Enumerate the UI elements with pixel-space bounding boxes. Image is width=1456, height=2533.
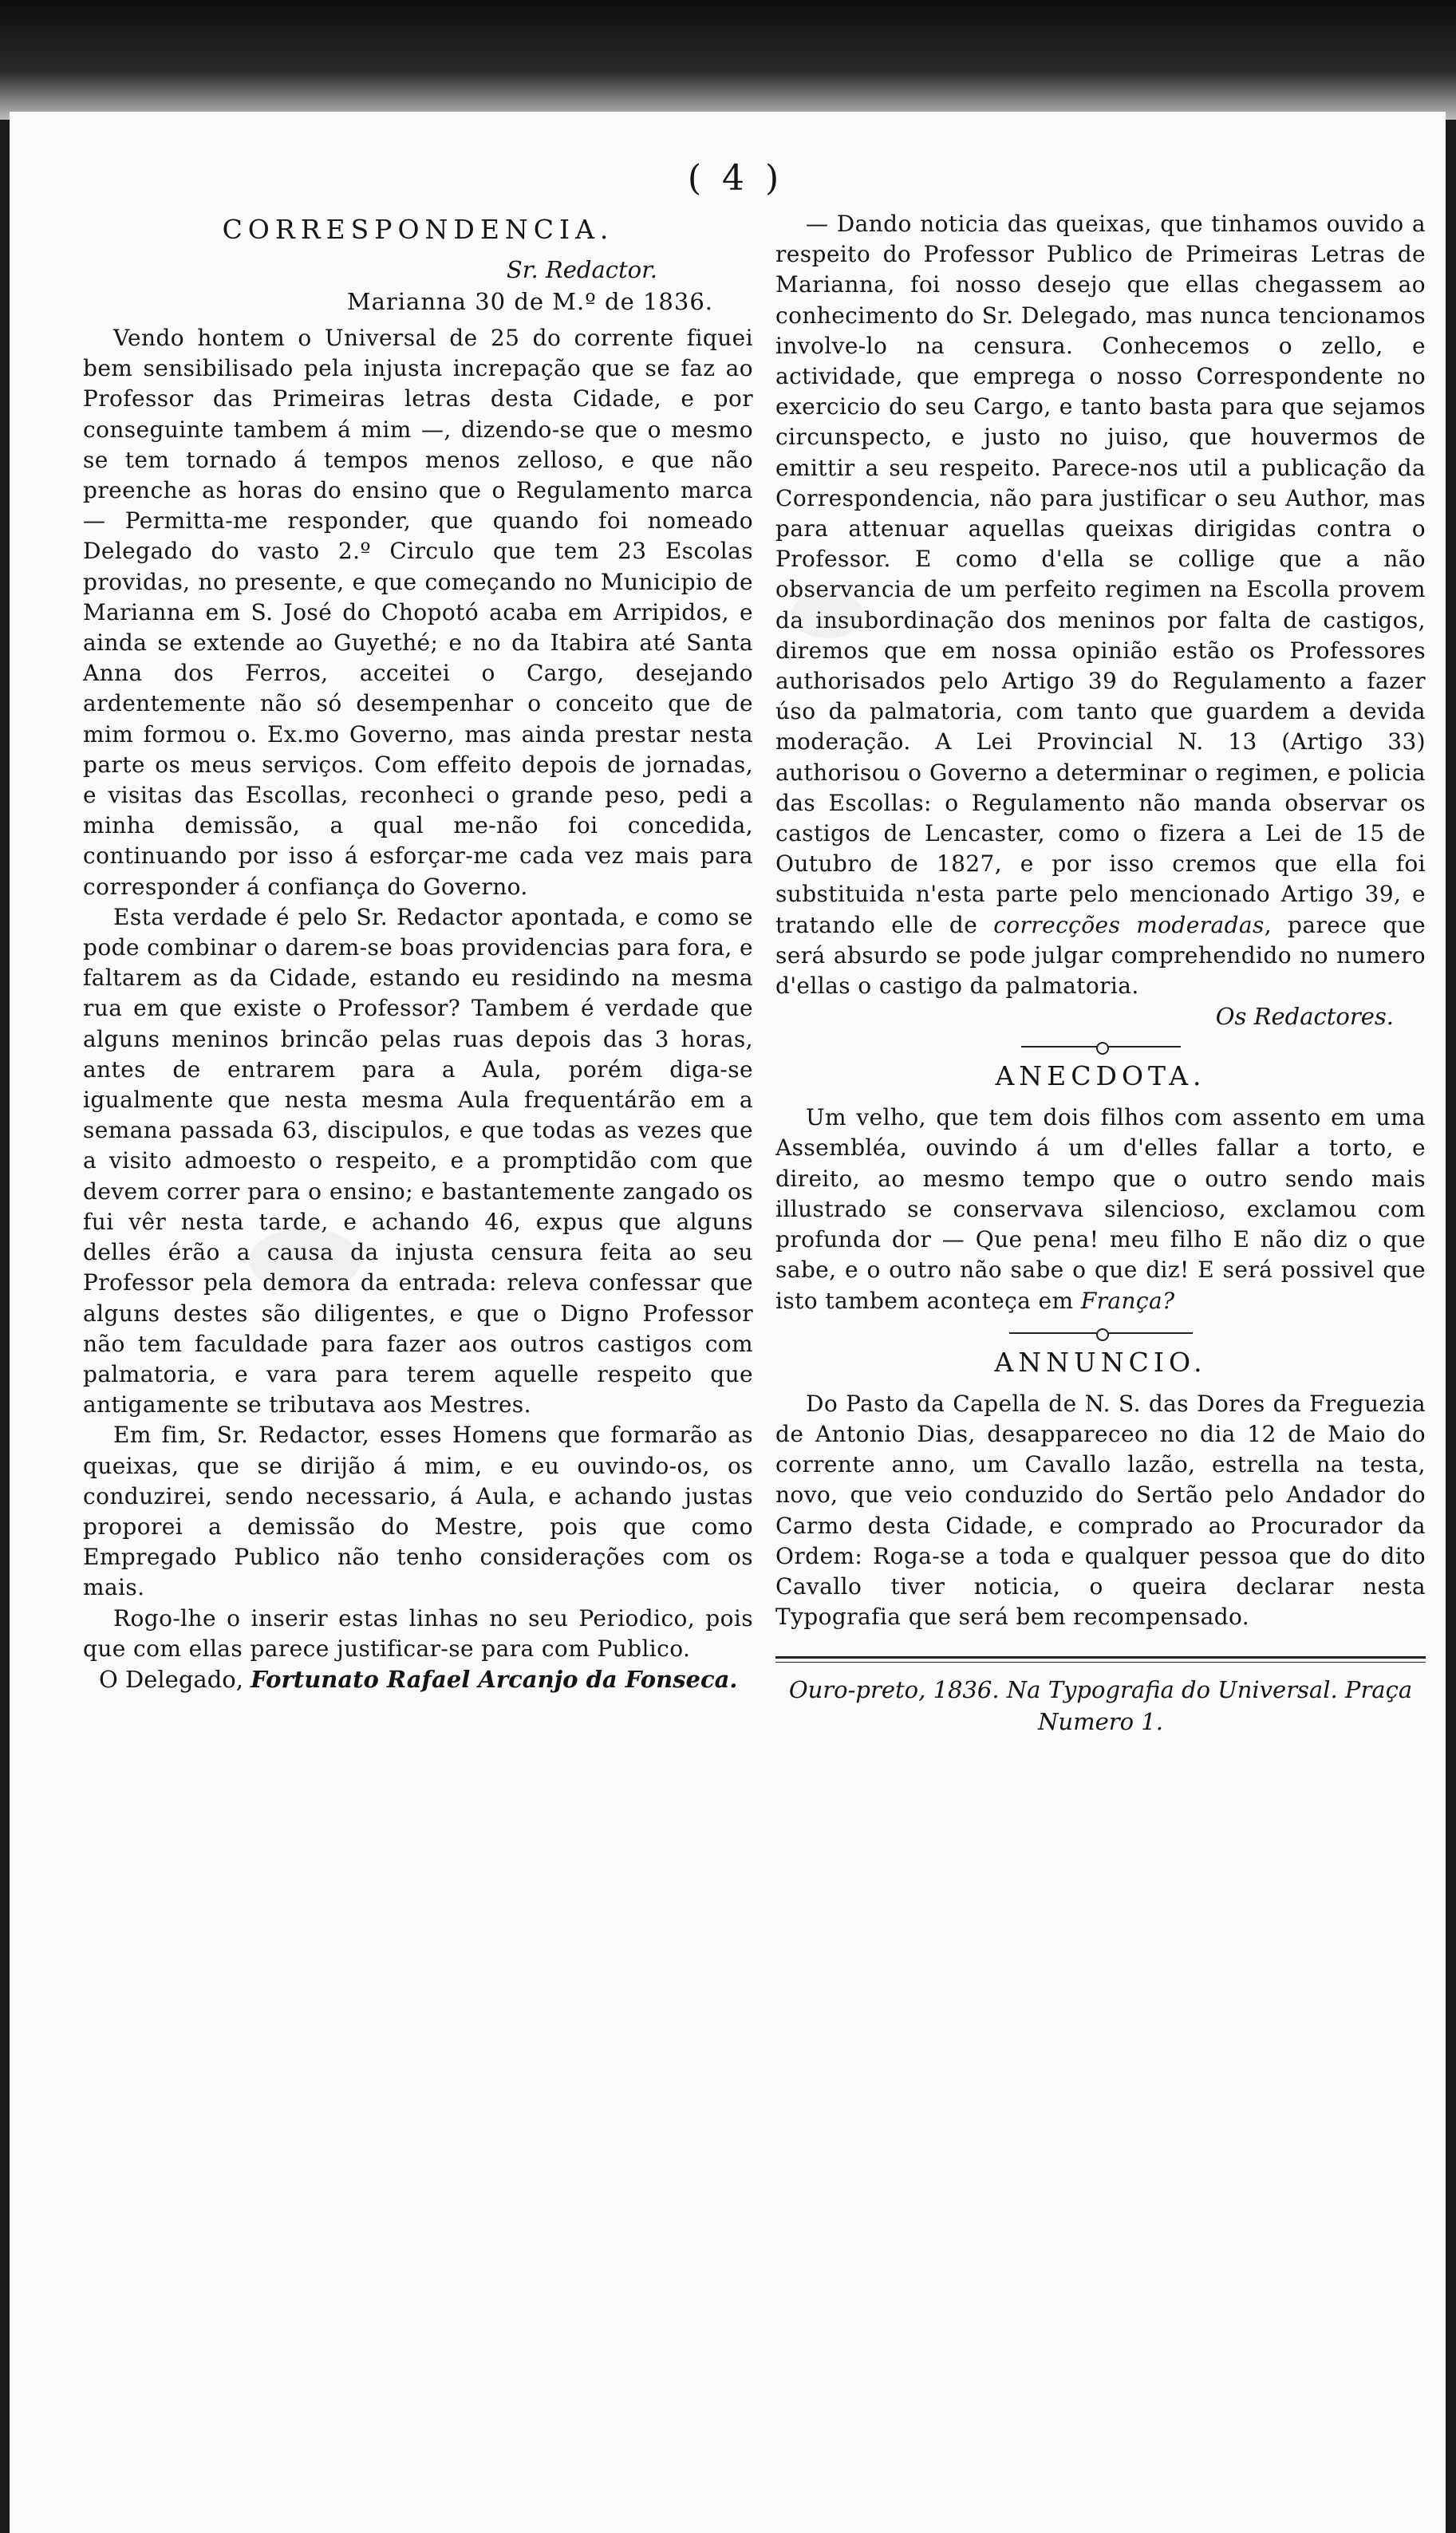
correspondencia-title: CORRESPONDENCIA. — [222, 214, 614, 245]
anecdota-text — [775, 1103, 1426, 1316]
section-divider — [1009, 1332, 1193, 1334]
letter-paragraph: Em fim, Sr. Redactor, esses Homens que formarão as queixas, que se dirijão á mim, e eu ouvindo-os, os conduzirei, sendo necessario, á Aula, e achando justas proporei a demissão do Mestre, pois que como Empregado Publico não tenho considerações com os mais. — [83, 1422, 753, 1601]
right-column — [775, 209, 1426, 1738]
reply-text: — Dando noticia das queixas, que tinhamos ouvido a respeito do Professor Publico de Primeiras Letras de Marianna, foi nosso desejo que ellas chegassem ao conhecimento do Sr. Delegado, mas nunca tencionamos involve-lo na censura. Conhecemos o zello, e actividade, que emprega o nosso Correspondente no exercicio do seu Cargo, e tanto basta para que sejamos circunspecto, e justo no juiso, que houvermos de emittir a seu respeito. Parece-nos util a publicação da Correspondencia, não para justificar o seu Author, mas para attenuar aquellas queixas dirigidas contra o Professor. E como d'ella se collige que a não observancia de um perfeito regimen na Escolla provem da insubordinação dos meninos por falta de castigos, diremos que em nossa opinião estão os Professores authorisados pelo Artigo 39 do Regulamento a fazer úso da palmatoria, com tanto que guardem a devida moderação. A Lei Provincial N. 13 (Artigo 33) authorisou o Governo a determinar o regimen, e policia das Escollas: o Regulamento não manda observar os castigos de Lencaster, como o fizera a Lei de 15 de Outubro de 1827, e por isso cremos que ella foi substituida n'esta parte pelo mencionado Artigo 39, e tratando elle de — [775, 211, 1426, 938]
newspaper-page — [10, 112, 1446, 2533]
letter-paragraph: Rogo-lhe o inserir estas linhas no seu Periodico, pois que com ellas parece justificar-se para com Publico. — [83, 1604, 753, 1662]
letter-paragraph: Vendo hontem o Universal de 25 do corrente fiquei bem sensibilisado pela injusta increpação que se faz ao Professor das Primeiras letras desta Cidade, e por conseguinte tambem á mim —, dizendo-se que o mesmo se tem tornado á tempos menos zelloso, e que não preenche as horas do ensino que o Regulamento marca — Permitta-me responder, que quando foi nomeado Delegado do vasto 2.º Circulo que tem 23 Escolas providas, no presente, e que começando no Municipio de Marianna em S. José do Chopotó acaba em Arripidos, e ainda se extende ao Guyethé; e no da Itabira até Santa Anna dos Ferros, acceitei o Cargo, desejando ardentemente não só desempenhar o conceito que de mim formou o. Ex.mo Governo, mas ainda prestar nesta parte os meus serviços. Com effeito depois de jornadas, e visitas das Escollas, reconheci o grande peso, pedi a minha demissão, a qual me-não foi concedida, continuando por isso á esforçar-me cada vez mais para corresponder á confiança do Governo. — [83, 325, 753, 900]
left-column — [83, 207, 753, 1695]
anecdota-body: Um velho, que tem dois filhos com assento em uma Assembléa, ouvindo á um d'elles fallar a torto, e direito, ao mesmo tempo que o outro sendo mais illustrado se conservava silencioso, exclamou com profunda dor — Que pena! meu filho E não diz o que sabe, e o outro não sabe o que diz! E será possivel que isto tambem aconteça em — [775, 1104, 1426, 1314]
dateline: Marianna 30 de M.º de 1836. — [346, 288, 713, 315]
anecdota-title: ANECDOTA. — [995, 1060, 1206, 1092]
annuncio-text: Do Pasto da Capella de N. S. das Dores da Freguezia de Antonio Dias, desappareceo no dia 12 de Maio do corrente anno, um Cavallo lazão, estrella na testa, novo, que veio conduzido do Sertão pelo Andador do Carmo desta Cidade, e comprado ao Procurador da Ordem: Roga-se a toda e qualquer pessoa que do dito Cavallo tiver noticia, o queira declarar nesta Typografia que será bem recompensado. — [775, 1390, 1426, 1631]
reply-text-end: , parece que será absurdo se pode julgar comprehendido no numero d'ellas o castigo da palmatoria. — [775, 911, 1426, 1000]
ornamental-divider — [1021, 1046, 1181, 1048]
signature-prefix: O Delegado, — [99, 1665, 243, 1693]
letter-paragraph: Esta verdade é pelo Sr. Redactor apontada, e como se pode combinar o darem-se boas providencias para fora, e faltarem as da Cidade, estando eu residindo na mesma rua em que existe o Professor? Tambem é verdade que alguns meninos brincão pelas ruas depois das 3 horas, antes de entrarem para a Aula, porém diga-se igualmente que nesta mesma Aula frequentárão em a semana passada 63, discipulos, e que todas as vezes que a visito admoesto o respeito, e a promptidão com que devem correr para o ensino; e bastantemente zangado os fui vêr nesta tarde, e achando 46, expus que alguns delles érão a causa da injusta censura feita ao seu Professor pela demora da entrada: releva confessar que alguns destes são diligentes, e que o Digno Professor não tem faculdade para fazer aos outros castigos com palmatoria, e vara para terem aquelle respeito que antigamente se tributava aos Mestres. — [83, 903, 753, 1418]
reply-italic-phrase: correcções moderadas — [993, 911, 1265, 938]
redactor-reply — [775, 209, 1426, 1001]
annuncio-title: ANNUNCIO. — [994, 1346, 1207, 1378]
imprint-rule — [775, 1656, 1426, 1663]
letter-signature — [83, 1664, 753, 1695]
imprint: Ouro-preto, 1836. Na Typografia do Universal. Praça Numero 1. — [788, 1676, 1413, 1736]
salutation: Sr. Redactor. — [506, 256, 657, 283]
redactores-signature: Os Redactores. — [1215, 1003, 1394, 1031]
signature-name: Fortunato Rafael Arcanjo da Fonseca. — [251, 1665, 738, 1693]
scan-background — [0, 0, 1456, 120]
page-number: ( 4 ) — [687, 158, 784, 199]
anecdota-italic-end: França? — [1080, 1287, 1175, 1314]
